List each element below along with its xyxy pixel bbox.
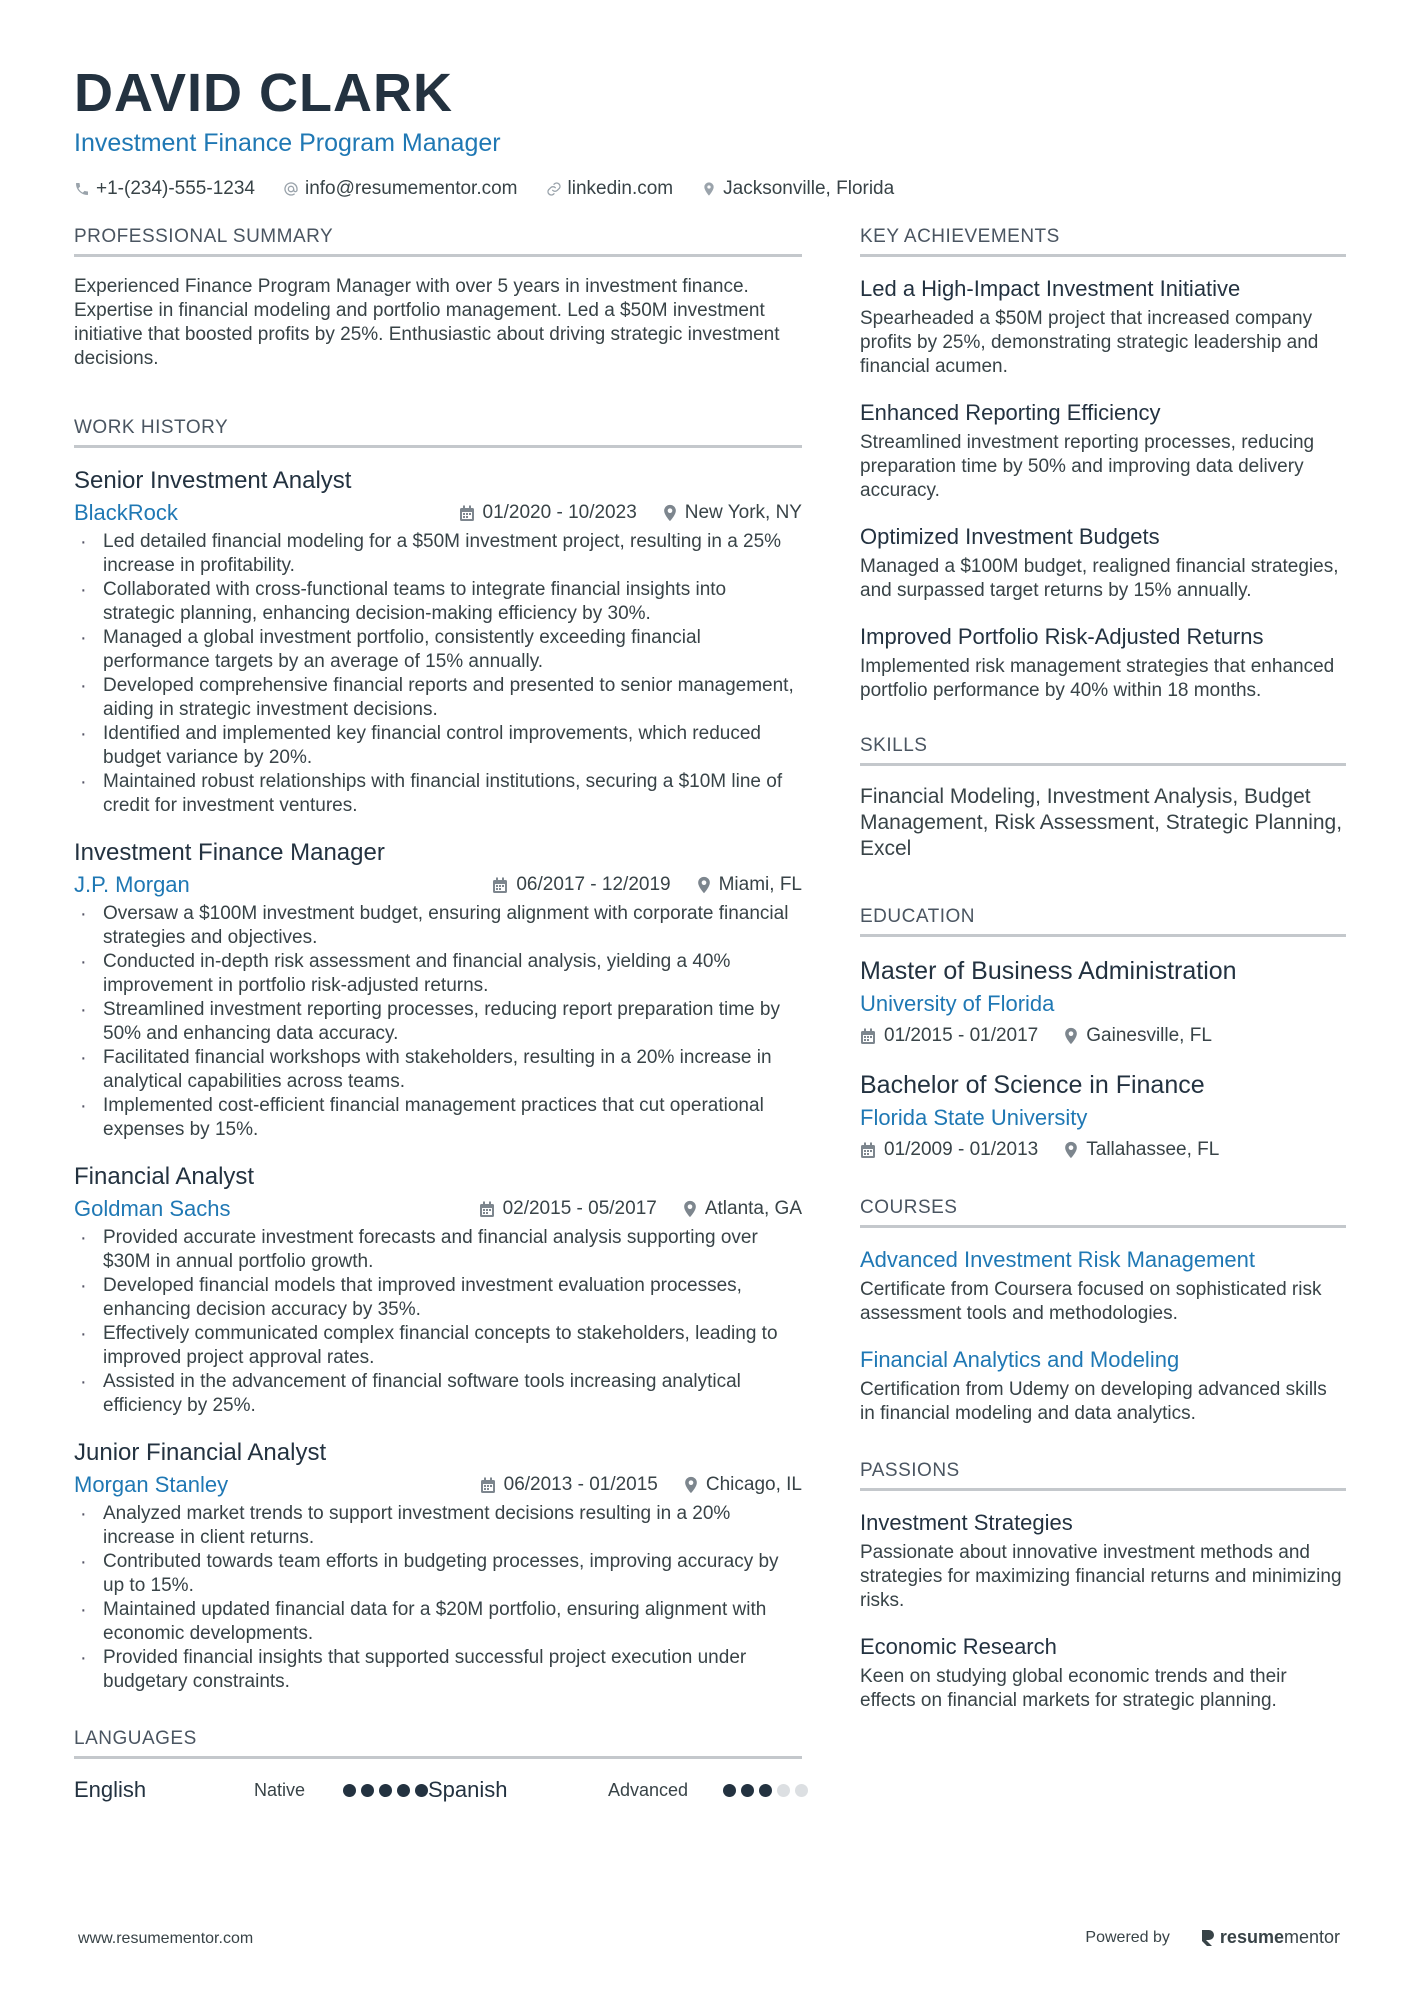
- at-icon: [283, 181, 299, 197]
- bullet-item: · Developed financial models that improved investment evaluation processes, enhancing decision accuracy by 35%.: [74, 1274, 802, 1322]
- calendar-icon: [860, 1142, 876, 1159]
- rating-dot-filled: [759, 1784, 772, 1797]
- job-title: Junior Financial Analyst: [74, 1439, 327, 1466]
- passion-desc: Passionate about innovative investment methods and strategies for maximizing financial returns and minimizing risks.: [860, 1542, 1342, 1611]
- rating-dot-filled: [741, 1784, 754, 1797]
- candidate-role: Investment Finance Program Manager: [74, 129, 501, 157]
- job-location: Miami, FL: [697, 872, 802, 898]
- job-location: Atlanta, GA: [683, 1196, 802, 1222]
- bullet-item: · Facilitated financial workshops with stakeholders, resulting in a 20% increase in analytical capabilities across teams.: [74, 1046, 802, 1094]
- map-pin-icon: [1064, 1141, 1078, 1159]
- passion-title: Investment Strategies: [860, 1510, 1073, 1535]
- language-name: Spanish: [428, 1777, 508, 1802]
- rating-dot-filled: [415, 1784, 428, 1797]
- language-level: Native: [254, 1779, 306, 1800]
- school-name: Florida State University: [860, 1105, 1088, 1130]
- skills-text: Financial Modeling, Investment Analysis, Budget Management, Risk Assessment, Strategic Planning, Excel: [860, 785, 1343, 860]
- bullet-item: · Effectively communicated complex financial concepts to stakeholders, leading to improved project approval rates.: [74, 1322, 802, 1370]
- education-item: [860, 955, 1346, 1049]
- languages-list: [74, 1777, 802, 1803]
- job-meta: [74, 500, 802, 526]
- education-location: Gainesville, FL: [1064, 1023, 1212, 1049]
- phone-icon: [74, 181, 90, 197]
- work-history-heading: WORK HISTORY: [74, 417, 802, 448]
- achievement-title: Improved Portfolio Risk-Adjusted Returns: [860, 624, 1264, 649]
- company-name: Morgan Stanley: [74, 1472, 229, 1497]
- contact-linkedin[interactable]: [546, 178, 674, 200]
- job-dates: 06/2013 - 01/2015: [480, 1472, 658, 1498]
- skills-heading: SKILLS: [860, 735, 1346, 766]
- education-heading: EDUCATION: [860, 906, 1346, 937]
- rating-dot-empty: [795, 1784, 808, 1797]
- degree-title: Master of Business Administration: [860, 957, 1237, 985]
- education-location: Tallahassee, FL: [1064, 1137, 1219, 1163]
- languages-heading: LANGUAGES: [74, 1728, 802, 1759]
- bullet-item: · Conducted in-depth risk assessment and financial analysis, yielding a 40% improvement in portfolio risk-adjusted returns.: [74, 950, 802, 998]
- rating-dot-filled: [723, 1784, 736, 1797]
- course-item: [860, 1346, 1346, 1426]
- map-pin-icon: [1064, 1027, 1078, 1045]
- job-entry: [74, 1162, 802, 1418]
- right-column: [860, 226, 1346, 1759]
- calendar-icon: [860, 1028, 876, 1045]
- passions-section: [860, 1460, 1346, 1713]
- education-dates: 01/2015 - 01/2017: [860, 1023, 1038, 1049]
- left-column: [74, 226, 802, 1849]
- achievement-item: [860, 523, 1346, 603]
- contact-phone[interactable]: [74, 178, 255, 200]
- job-entry: [74, 466, 802, 818]
- job-details: [479, 1196, 802, 1222]
- powered-by-label: Powered by: [1085, 1928, 1170, 1946]
- language-name: English: [74, 1777, 147, 1802]
- rating-dot-filled: [343, 1784, 356, 1797]
- course-desc: Certification from Udemy on developing advanced skills in financial modeling and data analytics.: [860, 1379, 1327, 1424]
- course-desc: Certificate from Coursera focused on sophisticated risk assessment tools and methodologies.: [860, 1279, 1322, 1324]
- map-pin-icon: [683, 1200, 697, 1218]
- rating-dot-empty: [777, 1784, 790, 1797]
- achievements-heading: KEY ACHIEVEMENTS: [860, 226, 1346, 257]
- achievement-desc: Implemented risk management strategies that enhanced portfolio performance by 40% within 18 months.: [860, 656, 1335, 701]
- candidate-name: DAVID CLARK: [74, 63, 453, 123]
- education-meta: [860, 1137, 1346, 1163]
- passions-heading: PASSIONS: [860, 1460, 1346, 1491]
- bullet-item: · Contributed towards team efforts in budgeting processes, improving accuracy by up to 15%.: [74, 1550, 802, 1598]
- achievement-title: Optimized Investment Budgets: [860, 524, 1160, 549]
- linkedin-text: linkedin.com: [567, 178, 674, 199]
- brand-name-bold: mentor: [1283, 1927, 1340, 1947]
- job-bullets: [74, 1226, 802, 1418]
- achievement-title: Enhanced Reporting Efficiency: [860, 400, 1161, 425]
- bullet-item: · Maintained updated financial data for a $20M portfolio, ensuring alignment with economic developments.: [74, 1598, 802, 1646]
- calendar-icon: [459, 505, 475, 522]
- language-item: [74, 1777, 428, 1803]
- bullet-item: · Led detailed financial modeling for a $50M investment project, resulting in a 25% increase in profitability.: [74, 530, 802, 578]
- passion-desc: Keen on studying global economic trends and their effects on financial markets for strategic planning.: [860, 1666, 1287, 1711]
- resumementor-logo-icon: [1200, 1929, 1216, 1947]
- achievement-item: [860, 275, 1346, 379]
- calendar-icon: [492, 877, 508, 894]
- company-name: J.P. Morgan: [74, 872, 190, 897]
- email-text: info@resumementor.com: [304, 178, 518, 199]
- bullet-item: · Collaborated with cross-functional teams to integrate financial insights into strategic planning, enhancing decision-making efficiency by 30%.: [74, 578, 802, 626]
- passion-item: [860, 1633, 1346, 1713]
- map-pin-icon: [697, 876, 711, 894]
- job-details: [480, 1472, 802, 1498]
- language-rating: [338, 1784, 428, 1797]
- job-dates: 01/2020 - 10/2023: [459, 500, 637, 526]
- degree-title: Bachelor of Science in Finance: [860, 1071, 1205, 1099]
- bullet-item: · Developed comprehensive financial reports and presented to senior management, aiding in strategic investment decisions.: [74, 674, 802, 722]
- company-name: BlackRock: [74, 500, 178, 525]
- map-pin-icon: [701, 181, 717, 197]
- achievement-item: [860, 399, 1346, 503]
- languages-section: [74, 1728, 802, 1803]
- summary-heading: PROFESSIONAL SUMMARY: [74, 226, 802, 257]
- education-meta: [860, 1023, 1346, 1049]
- achievement-desc: Streamlined investment reporting processes, reducing preparation time by 50% and improving data delivery accuracy.: [860, 432, 1315, 501]
- achievement-item: [860, 623, 1346, 703]
- bullet-item: · Provided accurate investment forecasts and financial analysis supporting over $30M in annual portfolio growth.: [74, 1226, 802, 1274]
- job-location: New York, NY: [663, 500, 802, 526]
- skills-section: [860, 735, 1346, 862]
- job-title: Investment Finance Manager: [74, 839, 385, 866]
- job-dates: 02/2015 - 05/2017: [479, 1196, 657, 1222]
- bullet-item: · Oversaw a $100M investment budget, ensuring alignment with corporate financial strategies and objectives.: [74, 902, 802, 950]
- contact-location: [701, 178, 894, 200]
- bullet-item: · Implemented cost-efficient financial management practices that cut operational expenses by 15%.: [74, 1094, 802, 1142]
- brand-logo[interactable]: [1200, 1927, 1340, 1948]
- job-details: [459, 500, 802, 526]
- rating-dot-filled: [361, 1784, 374, 1797]
- bullet-item: · Managed a global investment portfolio, consistently exceeding financial performance targets by an average of 15% annually.: [74, 626, 802, 674]
- link-icon: [546, 181, 562, 197]
- job-bullets: [74, 902, 802, 1142]
- achievement-title: Led a High-Impact Investment Initiative: [860, 276, 1241, 301]
- map-pin-icon: [684, 1476, 698, 1494]
- location-text: Jacksonville, Florida: [723, 178, 895, 199]
- rating-dot-filled: [397, 1784, 410, 1797]
- achievements-section: [860, 226, 1346, 703]
- achievement-desc: Managed a $100M budget, realigned financial strategies, and surpassed target returns by 15% annually.: [860, 556, 1339, 601]
- job-details: [492, 872, 802, 898]
- job-meta: [74, 1196, 802, 1222]
- courses-section: [860, 1197, 1346, 1426]
- education-item: [860, 1069, 1346, 1163]
- job-bullets: [74, 1502, 802, 1694]
- bullet-item: · Provided financial insights that supported successful project execution under budgetary constraints.: [74, 1646, 802, 1694]
- passion-title: Economic Research: [860, 1634, 1057, 1659]
- bullet-item: · Streamlined investment reporting processes, reducing report preparation time by 50% and enhancing data accuracy.: [74, 998, 802, 1046]
- bullet-item: · Analyzed market trends to support investment decisions resulting in a 20% increase in client returns.: [74, 1502, 802, 1550]
- job-bullets: [74, 530, 802, 818]
- contact-email[interactable]: [283, 178, 518, 200]
- job-entry: [74, 1438, 802, 1694]
- courses-heading: COURSES: [860, 1197, 1346, 1228]
- summary-section: [74, 226, 802, 371]
- education-dates: 01/2009 - 01/2013: [860, 1137, 1038, 1163]
- bullet-item: · Identified and implemented key financial control improvements, which reduced budget variance by 20%.: [74, 722, 802, 770]
- job-entry: [74, 838, 802, 1142]
- footer-branding: [1085, 1927, 1340, 1948]
- work-history-section: [74, 417, 802, 1694]
- resume-header: [74, 62, 1344, 200]
- summary-text: Experienced Finance Program Manager with over 5 years in investment finance. Expertise in financial modeling and portfolio management. Led a $50M investment initiative that boosted profits by 25%. Enthusiastic about driving strategic investment decisions.: [74, 276, 780, 369]
- bullet-item: · Maintained robust relationships with financial institutions, securing a $10M line of credit for investment ventures.: [74, 770, 802, 818]
- company-name: Goldman Sachs: [74, 1196, 231, 1221]
- calendar-icon: [479, 1201, 495, 1218]
- language-item: [428, 1777, 808, 1803]
- language-rating: [718, 1784, 808, 1797]
- job-title: Financial Analyst: [74, 1163, 255, 1190]
- language-level: Advanced: [608, 1779, 689, 1800]
- achievement-desc: Spearheaded a $50M project that increased company profits by 25%, demonstrating strategic leadership and financial acumen.: [860, 308, 1319, 377]
- phone-text: +1-(234)-555-1234: [96, 178, 255, 199]
- education-section: [860, 906, 1346, 1163]
- brand-name-light: resume: [1219, 1927, 1284, 1947]
- school-name: University of Florida: [860, 991, 1055, 1016]
- bullet-item: · Assisted in the advancement of financial software tools increasing analytical efficiency by 25%.: [74, 1370, 802, 1418]
- course-title: Financial Analytics and Modeling: [860, 1347, 1180, 1372]
- passion-item: [860, 1509, 1346, 1613]
- job-location: Chicago, IL: [684, 1472, 802, 1498]
- map-pin-icon: [663, 504, 677, 522]
- job-title: Senior Investment Analyst: [74, 467, 352, 494]
- job-meta: [74, 1472, 802, 1498]
- job-dates: 06/2017 - 12/2019: [492, 872, 670, 898]
- course-item: [860, 1246, 1346, 1326]
- rating-dot-filled: [379, 1784, 392, 1797]
- job-meta: [74, 872, 802, 898]
- contact-bar: [74, 178, 1344, 200]
- footer-website[interactable]: www.resumementor.com: [78, 1930, 254, 1947]
- calendar-icon: [480, 1477, 496, 1494]
- course-title: Advanced Investment Risk Management: [860, 1247, 1255, 1272]
